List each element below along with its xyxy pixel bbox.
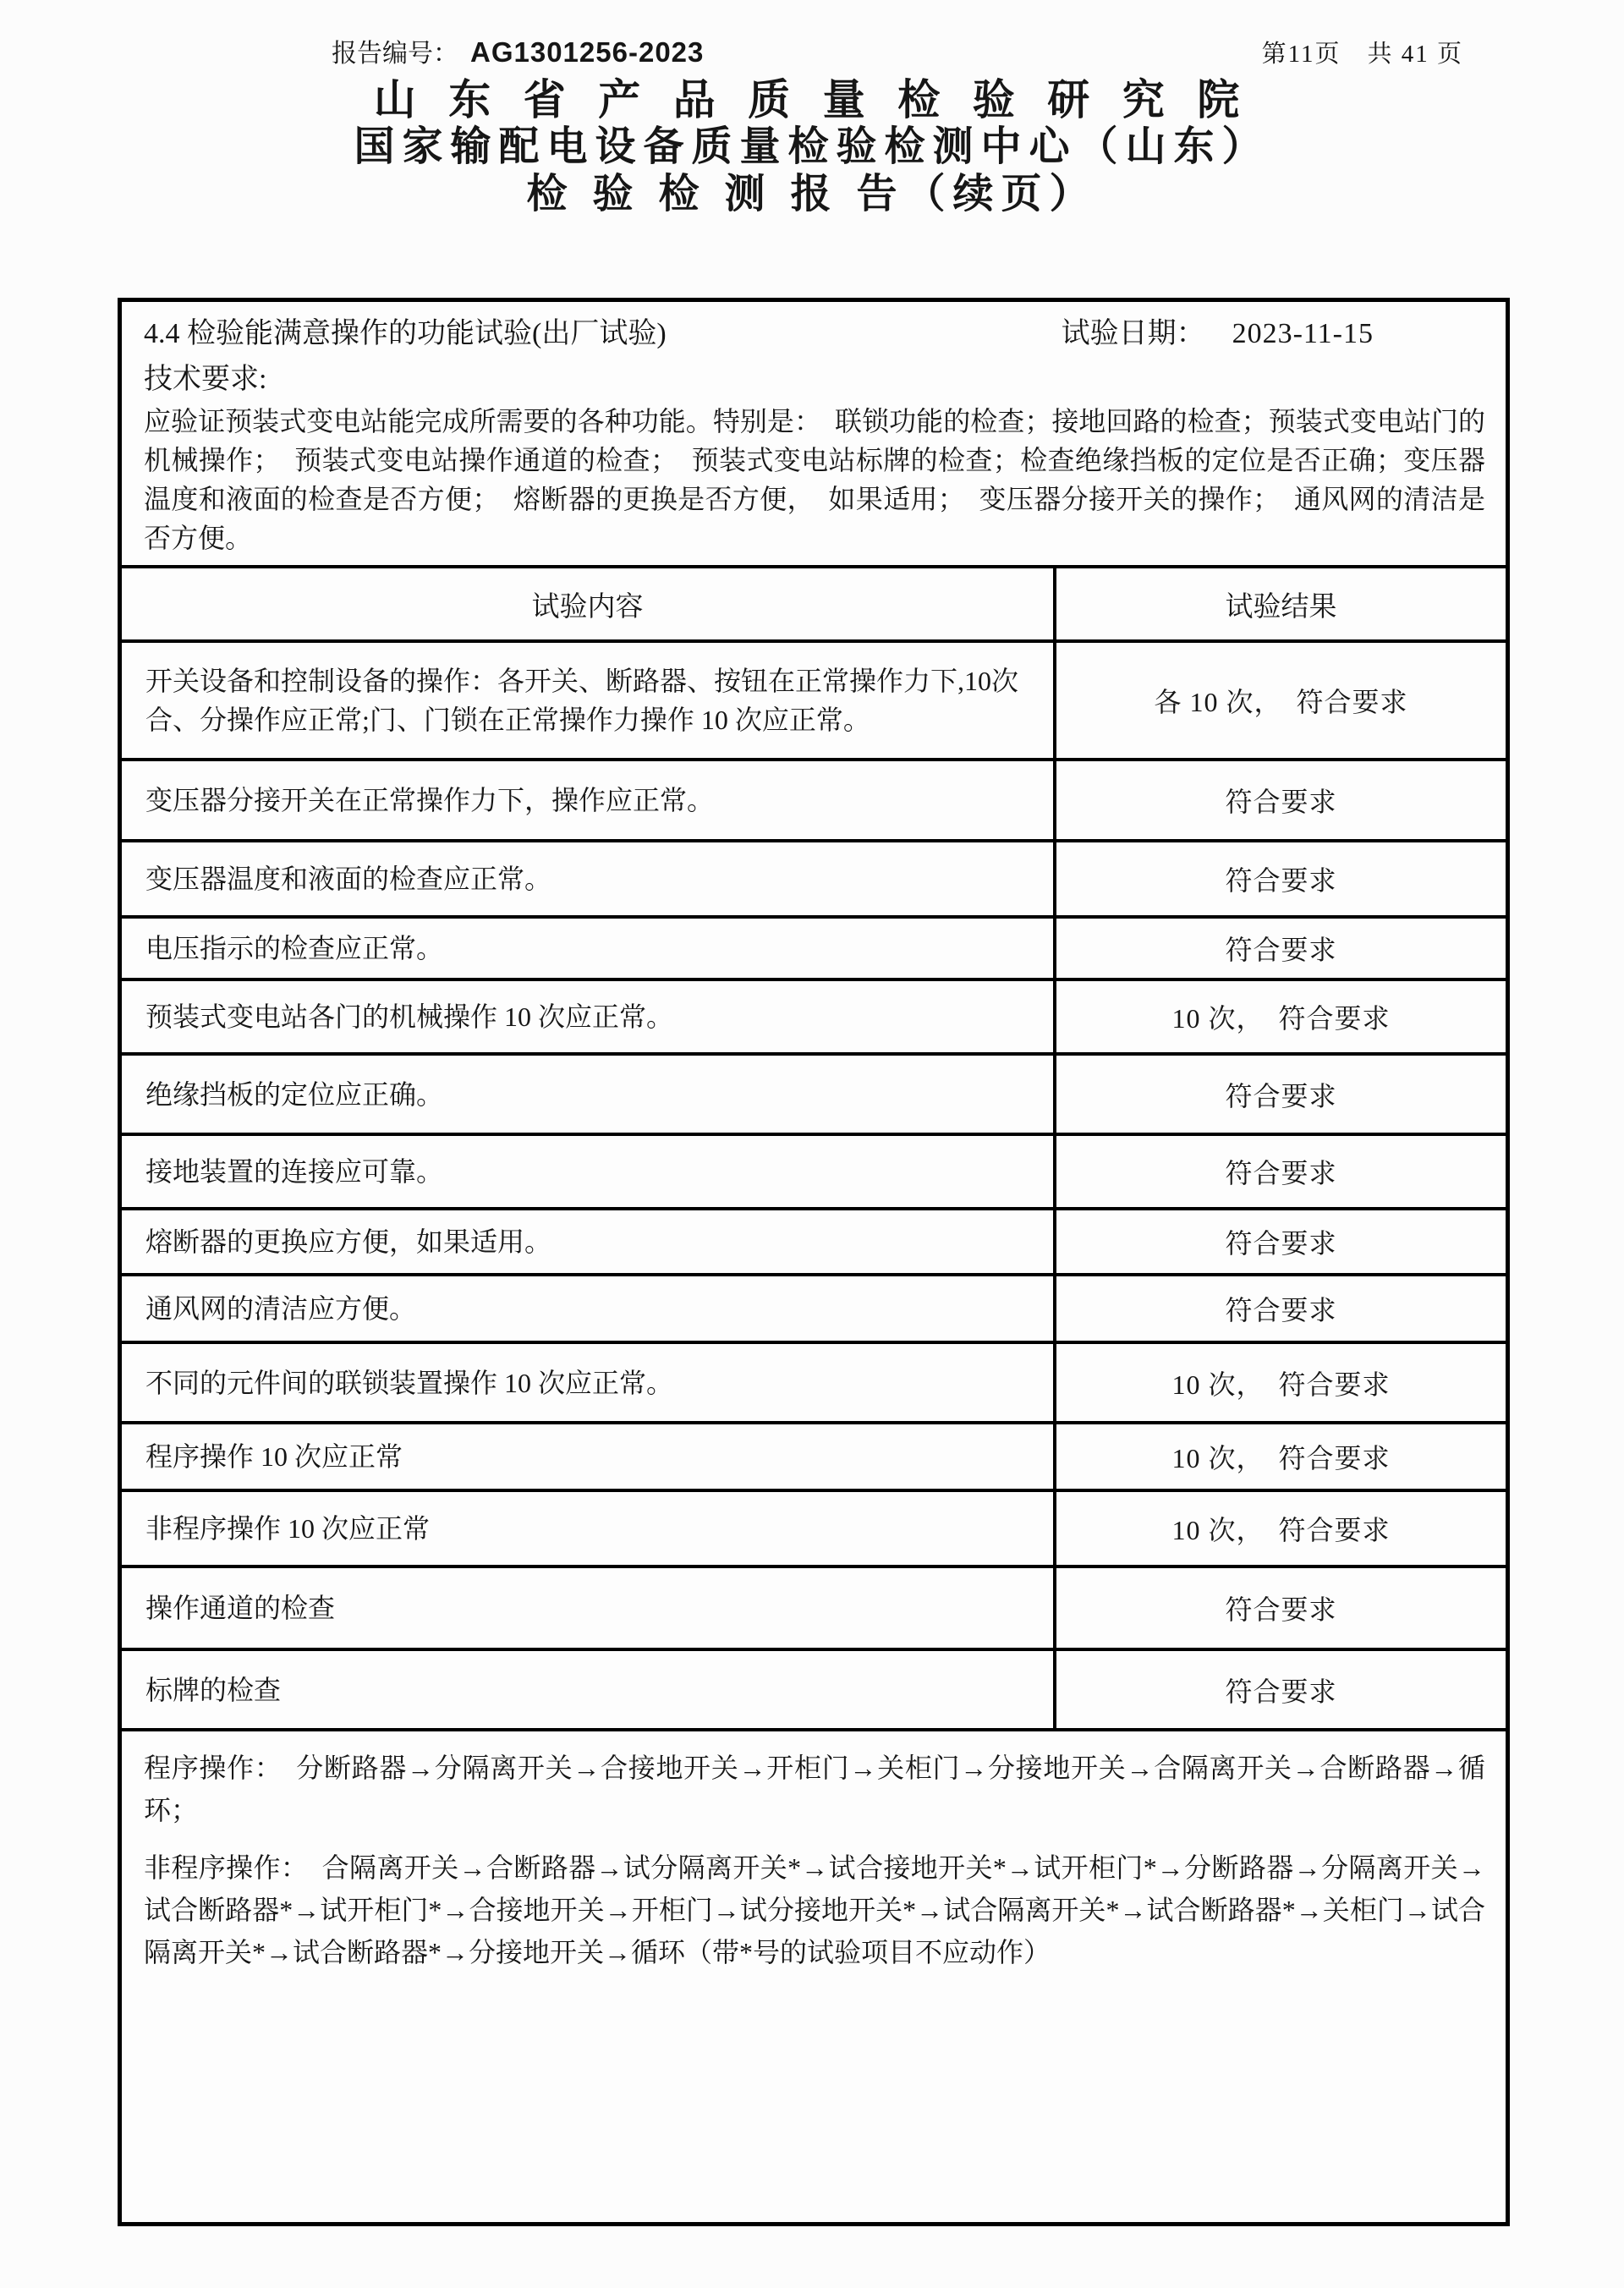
report-content-frame — [118, 298, 1510, 2226]
test-result-cell: 符合要求 — [1055, 841, 1506, 917]
table-header-row — [122, 567, 1506, 641]
institute-title: 山 东 省 产 品 质 量 检 验 研 究 院 — [373, 76, 1251, 123]
test-date-label: 试验日期： — [1061, 318, 1205, 349]
page-header — [332, 32, 1463, 69]
test-item-cell: 变压器分接开关在正常操作力下，操作应正常。 — [122, 760, 1055, 841]
test-results-table — [122, 565, 1506, 1731]
test-result-cell: 10 次， 符合要求 — [1055, 1490, 1506, 1566]
table-row — [122, 917, 1506, 979]
procedure-operation-text: 程序操作： 分断路器→分隔离开关→合接地开关→开柜门→关柜门→分接地开关→合隔离开关→合断路器→循环； — [144, 1753, 1485, 1825]
test-item-cell: 绝缘挡板的定位应正确。 — [122, 1054, 1055, 1134]
table-row — [122, 1423, 1506, 1490]
table-row — [122, 760, 1506, 841]
table-row — [122, 1649, 1506, 1730]
table-row — [122, 841, 1506, 917]
test-item-cell: 通风网的清洁应方便。 — [122, 1275, 1055, 1342]
test-item-cell: 操作通道的检查 — [122, 1566, 1055, 1649]
test-item-cell: 开关设备和控制设备的操作：各开关、断路器、按钮在正常操作力下,10次合、分操作应正常;门、门锁在正常操作力操作 10 次应正常。 — [122, 641, 1055, 760]
center-title: 国家输配电设备质量检验检测中心（山东） — [354, 124, 1270, 169]
test-result-cell: 符合要求 — [1055, 1054, 1506, 1134]
report-number — [332, 32, 704, 69]
test-result-cell: 各 10 次， 符合要求 — [1055, 641, 1506, 760]
test-item-cell: 不同的元件间的联锁装置操作 10 次应正常。 — [122, 1342, 1055, 1423]
non-procedure-operation-text: 非程序操作： 合隔离开关→合断路器→试分隔离开关*→试合接地开关*→试开柜门*→分断路器→分隔离开关→试合断路器*→试开柜门*→合接地开关→开柜门→试分接地开关*→试合隔离开关*→试合断路器*→关柜门→试合隔离开关*→试合断路器*→分接地开关→循环（带*号的试验项目不应动作） — [144, 1852, 1485, 1967]
table-row — [122, 1054, 1506, 1134]
column-header-test-content: 试验内容 — [122, 567, 1055, 641]
test-result-cell: 符合要求 — [1055, 1209, 1506, 1275]
tech-requirements-text: 应验证预装式变电站能完成所需要的各种功能。特别是： 联锁功能的检查；接地回路的检查；预装式变电站门的机械操作； 预装式变电站操作通道的检查； 预装式变电站标牌的检查；检查绝缘挡板的定位是否正确；变压器温度和液面的检查是否方便； 熔断器的更换是否方便， 如果适用； 变压器分接开关的操作； 通风网的清洁是否方便。 — [144, 406, 1485, 553]
test-result-cell: 符合要求 — [1055, 1134, 1506, 1209]
table-row — [122, 1566, 1506, 1649]
table-row — [122, 1275, 1506, 1342]
table-row — [122, 1490, 1506, 1566]
test-item-cell: 标牌的检查 — [122, 1649, 1055, 1730]
test-result-cell: 符合要求 — [1055, 1566, 1506, 1649]
test-date-value: 2023-11-15 — [1232, 318, 1374, 349]
test-item-cell: 熔断器的更换应方便，如果适用。 — [122, 1209, 1055, 1275]
test-result-cell: 符合要求 — [1055, 1275, 1506, 1342]
test-item-cell: 程序操作 10 次应正常 — [122, 1423, 1055, 1490]
test-item-cell: 预装式变电站各门的机械操作 10 次应正常。 — [122, 979, 1055, 1054]
test-item-cell: 非程序操作 10 次应正常 — [122, 1490, 1055, 1566]
section-header-row — [122, 302, 1506, 353]
table-row — [122, 1342, 1506, 1423]
test-item-cell: 接地装置的连接应可靠。 — [122, 1134, 1055, 1209]
report-number-value: AG1301256-2023 — [470, 36, 705, 68]
test-result-cell: 符合要求 — [1055, 917, 1506, 979]
tech-requirements-label: 技术要求: — [144, 364, 267, 395]
test-date — [1062, 315, 1374, 353]
column-header-test-result: 试验结果 — [1055, 567, 1506, 641]
test-result-cell: 符合要求 — [1055, 760, 1506, 841]
table-row — [122, 641, 1506, 760]
test-result-cell: 10 次， 符合要求 — [1055, 1342, 1506, 1423]
report-number-label: 报告编号： — [332, 40, 458, 68]
table-row — [122, 1209, 1506, 1275]
test-item-cell: 电压指示的检查应正常。 — [122, 917, 1055, 979]
test-result-cell: 10 次， 符合要求 — [1055, 979, 1506, 1054]
table-row — [122, 1134, 1506, 1209]
report-title: 检 验 检 测 报 告（续页） — [526, 172, 1098, 217]
test-result-cell: 10 次， 符合要求 — [1055, 1423, 1506, 1490]
test-result-cell: 符合要求 — [1055, 1649, 1506, 1730]
section-heading: 4.4 检验能满意操作的功能试验(出厂试验) — [144, 318, 667, 349]
page-indicator: 第11页 共 41 页 — [1261, 41, 1463, 68]
test-item-cell: 变压器温度和液面的检查应正常。 — [122, 841, 1055, 917]
table-row — [122, 979, 1506, 1054]
